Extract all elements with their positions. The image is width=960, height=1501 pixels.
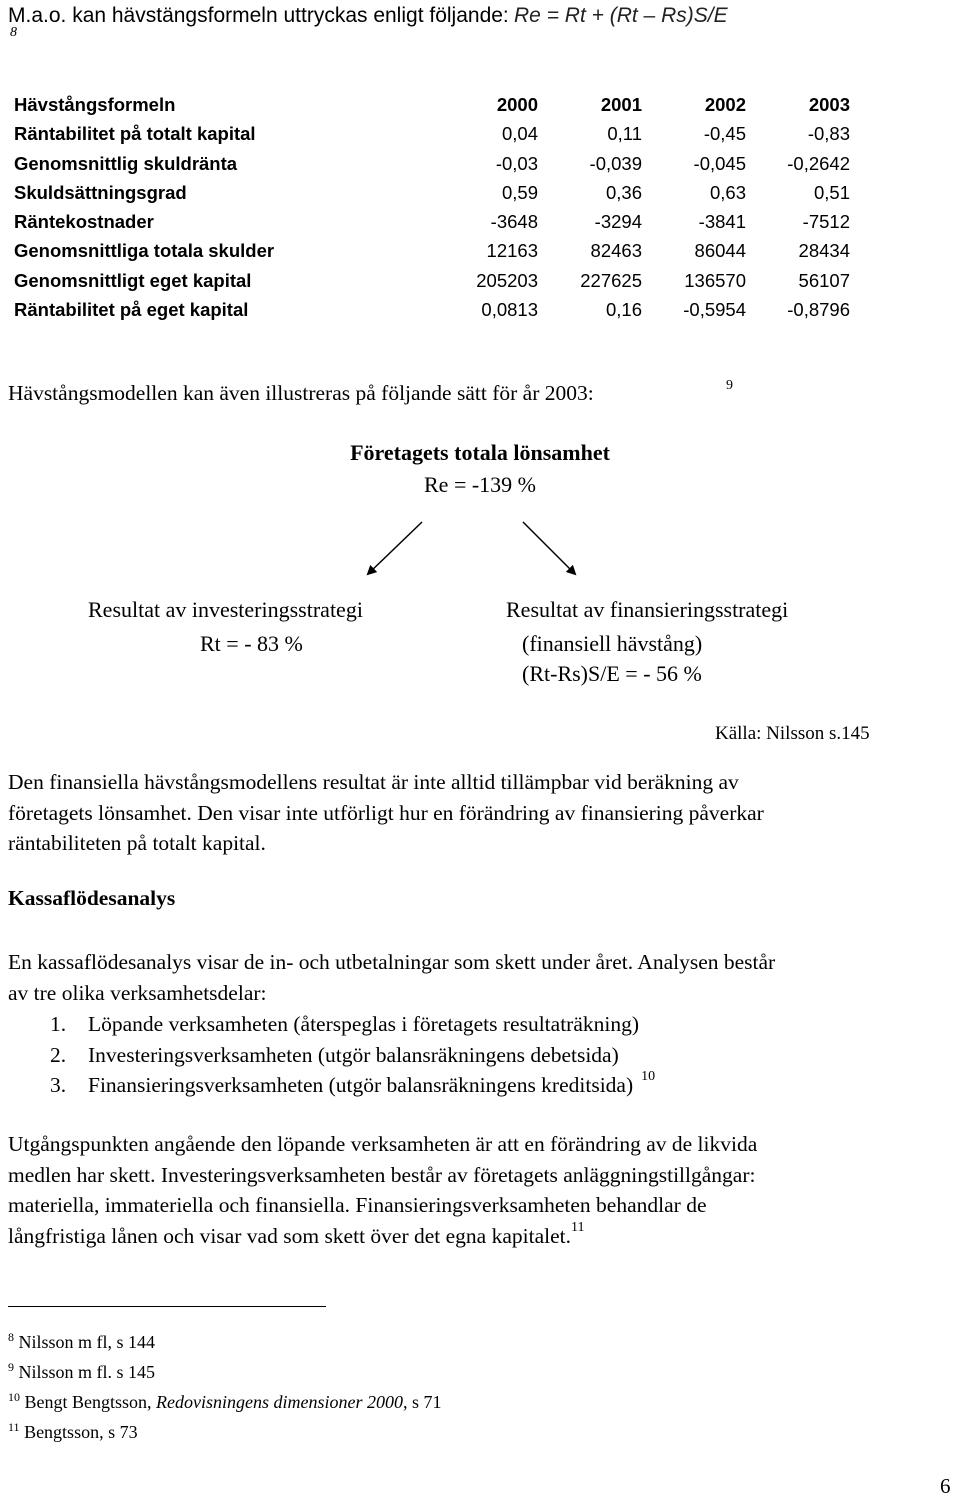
table-cell: 227625	[580, 269, 642, 291]
footnote	[8, 1325, 442, 1355]
footnote-number: 9	[8, 1360, 14, 1374]
footnote-ref-8: 8	[10, 25, 17, 40]
leverage-diagram	[0, 0, 960, 620]
footnotes	[8, 1325, 442, 1445]
table-cell: -3294	[594, 211, 642, 233]
footnote-text: , s 71	[402, 1392, 442, 1412]
diagram-re-value: Re = -139 %	[424, 472, 536, 497]
table-cell: -0,5954	[683, 299, 746, 321]
table-cell: -0,2642	[787, 152, 850, 174]
table-cell: 56107	[798, 269, 850, 291]
paragraph-line: medlen har skett. Investeringsverksamheten består av företagets anläggningstillgångar:	[8, 1162, 756, 1187]
table-cell: 0,11	[607, 123, 642, 145]
paragraph-line	[8, 1221, 757, 1256]
table-cell: 86044	[694, 240, 746, 262]
table-cell: -0,039	[589, 152, 642, 174]
list-text: Löpande verksamheten (återspeglas i företagets resultaträkning)	[88, 1012, 640, 1036]
finance-strategy-sublabel: (finansiell hävstång)	[522, 631, 703, 656]
arrow-left	[368, 522, 422, 574]
table-cell: 205203	[476, 269, 538, 291]
paragraph-leverage-note	[8, 767, 764, 859]
footnote-book-title: Redovisningens dimensioner 2000	[156, 1392, 403, 1412]
list-item	[50, 1070, 655, 1105]
table-header-cell: 2000	[496, 94, 538, 115]
footnote	[8, 1385, 442, 1415]
section-heading: Kassaflödesanalys	[8, 886, 176, 910]
table-cell: -0,045	[693, 152, 746, 174]
table-cell: 82463	[590, 240, 642, 262]
table-cell: 0,51	[813, 181, 850, 203]
table-header-cell: Hävstångsformeln	[14, 94, 176, 115]
footnote-number: 11	[8, 1420, 20, 1434]
paragraph-line: En kassaflödesanalys visar de in- och utbetalningar som skett under året. Analysen består	[8, 950, 776, 974]
list-number: 1.	[50, 1012, 67, 1036]
table-cell: 12163	[486, 240, 538, 262]
footnote-text: Bengtsson, s 73	[24, 1422, 138, 1442]
paragraph-cashflow-detail	[8, 1129, 757, 1255]
table-cell: -0,03	[495, 152, 538, 174]
row-label: Räntabilitet på totalt kapital	[14, 123, 256, 145]
list-item	[50, 1040, 655, 1071]
table-cell: -7512	[802, 211, 850, 233]
row-label: Räntekostnader	[14, 211, 154, 233]
paragraph-line: Utgångspunkten angående den löpande verksamheten är att en förändring av de likvida	[8, 1132, 758, 1156]
list-number: 2.	[50, 1042, 67, 1067]
table-header-cell: 2003	[808, 94, 850, 115]
footnote-text: Bengt Bengtsson,	[24, 1392, 157, 1412]
table-cell: -3841	[698, 211, 746, 233]
table-cell: -0,45	[703, 123, 746, 145]
activities-list	[50, 1009, 655, 1105]
model-intro-text: Hävstångsmodellen kan även illustreras på följande sätt för år 2003:	[8, 381, 594, 405]
footnote	[8, 1355, 442, 1385]
page-number: 6	[940, 1474, 951, 1498]
table-cell: 0,16	[605, 299, 642, 321]
footnote-text: Nilsson m fl. s 145	[18, 1362, 156, 1382]
list-item	[50, 1009, 655, 1040]
row-label: Genomsnittligt eget kapital	[14, 269, 252, 291]
table-cell: 0,36	[605, 181, 642, 203]
table-cell: -0,83	[807, 123, 850, 145]
footnote-ref-11: 11	[571, 1219, 585, 1235]
footnote-ref-9: 9	[726, 378, 733, 393]
footnote-number: 10	[8, 1390, 20, 1404]
intro-text: M.a.o. kan hävstängsformeln uttryckas enligt följande:	[8, 4, 509, 27]
footnote-number: 8	[8, 1330, 14, 1344]
row-label: Genomsnittliga totala skulder	[14, 240, 275, 262]
table-header-cell: 2002	[704, 94, 746, 115]
paragraph-line-text: långfristiga lånen och visar vad som skett över det egna kapitalet.	[8, 1223, 571, 1248]
diagram-title: Företagets totala lönsamhet	[350, 440, 610, 465]
footnote-text: Nilsson m fl, s 144	[18, 1332, 156, 1352]
invest-strategy-value: Rt = - 83 %	[200, 631, 303, 656]
row-label: Skuldsättningsgrad	[14, 181, 187, 203]
paragraph-cashflow-intro	[8, 947, 775, 1008]
footnote	[8, 1415, 442, 1445]
table-cell: -3648	[490, 211, 538, 233]
row-label: Räntabilitet på eget kapital	[14, 299, 249, 321]
paragraph-line: räntabiliteten på totalt kapital.	[8, 831, 266, 855]
finance-strategy-label: Resultat av finansieringsstrategi	[506, 597, 789, 622]
footnote-divider	[8, 1306, 326, 1307]
table-cell: 0,0813	[481, 299, 538, 321]
leverage-formula: Re = Rt + (Rt – Rs)S/E	[514, 4, 728, 27]
paragraph-line: av tre olika verksamhetsdelar:	[8, 980, 267, 1005]
table-cell: -0,8796	[787, 299, 850, 321]
finance-strategy-value: (Rt-Rs)S/E = - 56 %	[522, 661, 702, 686]
paragraph-line: företagets lönsamhet. Den visar inte utförligt hur en förändring av finansiering påverkar	[8, 800, 764, 825]
list-number: 3.	[50, 1073, 67, 1097]
table-cell: 136570	[684, 269, 746, 291]
arrow-right	[523, 522, 575, 574]
table-cell: 28434	[798, 240, 850, 262]
row-label: Genomsnittlig skuldränta	[14, 152, 238, 174]
source-citation: Källa: Nilsson s.145	[715, 723, 870, 744]
paragraph-line: Den finansiella hävstångsmodellens resultat är inte alltid tillämpbar vid beräkning av	[8, 770, 739, 794]
table-cell: 0,63	[709, 181, 746, 203]
footnote-ref-10: 10	[641, 1069, 656, 1084]
table-cell: 0,59	[501, 181, 538, 203]
list-text: Finansieringsverksamheten (utgör balansräkningens kreditsida)	[88, 1073, 634, 1097]
table-header-cell: 2001	[600, 94, 642, 115]
paragraph-line: materiella, immateriella och finansiella. Finansieringsverksamheten behandlar de	[8, 1193, 707, 1217]
list-text: Investeringsverksamheten (utgör balansräkningens debetsida)	[88, 1042, 619, 1067]
invest-strategy-label: Resultat av investeringsstrategi	[88, 597, 363, 622]
table-cell: 0,04	[501, 123, 538, 145]
